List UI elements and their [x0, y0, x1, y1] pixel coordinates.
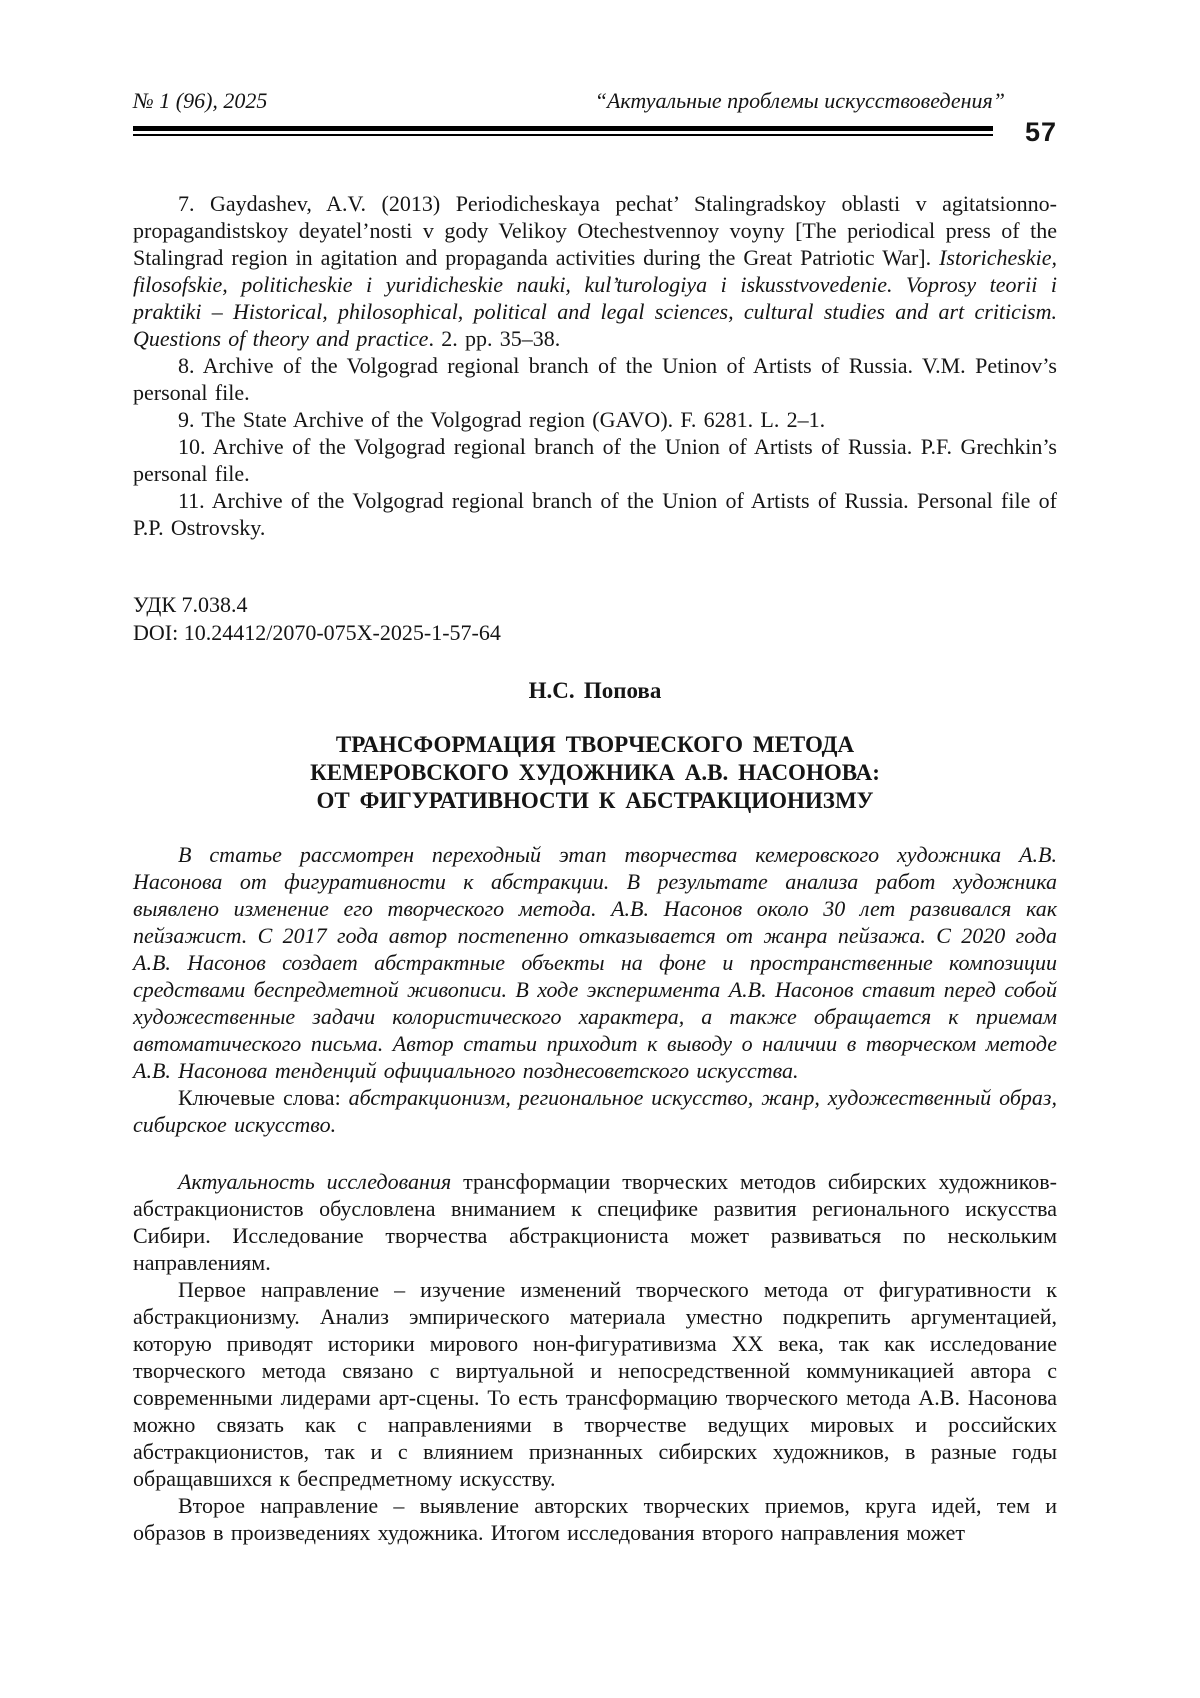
divider-thick-line: [133, 126, 993, 131]
article-title: [133, 731, 1057, 815]
text-run: В статье рассмотрен переходный этап творчества кемеровского художника А.В. Насонова от фигуративности к абстракции. В результате анализа работ художника выявлено изменение его творческого метода. А.В. Насонов около 30 лет развивался как пейзажист. С 2017 года автор постепенно отказывается от жанра пейзажа. С 2020 года А.В. Насонов создает абстрактные объекты на фоне и пространственные композиции средствами беспредметной живописи. В ходе эксперимента А.В. Насонов ставит перед собой художественные задачи колористического характера, а также обращается к приемам автоматического письма. Автор статьи приходит к выводу о наличии в творческом методе А.В. Насонова тенденций официального позднесоветского искусства.: [133, 842, 1057, 1083]
doi-line: DOI: 10.24412/2070-075X-2025-1-57-64: [133, 620, 501, 645]
body-paragraph: [133, 1276, 1057, 1492]
article-title-line: КЕМЕРОВСКОГО ХУДОЖНИКА А.В. НАСОНОВА:: [310, 760, 880, 785]
page-header: [133, 88, 1057, 114]
text-run: 8. Archive of the Volgograd regional branch of the Union of Artists of Russia. V.M. Petinov’s personal file.: [133, 353, 1057, 405]
text-run: трансформации творческих методов сибирских художников-абстракционистов обусловлена вниманием к специфике развития регионального искусства Сибири. Исследование творчества абстракциониста может развиваться по нескольким направлениям.: [133, 1169, 1057, 1275]
header-rule-row: [133, 117, 1057, 147]
text-run: 7. Gaydashev, A.V. (2013) Periodicheskaya pechat’ Stalingradskoy oblasti v agitatsionno-propagandistskoy deyatel’nosti v gody Velikoy Otechestvennoy voyny [The periodical press of the Stalingrad region in agitation and propaganda activities during the Great Patriotic War].: [133, 191, 1057, 270]
reference-list: [133, 190, 1057, 541]
article-title-line: ТРАНСФОРМАЦИЯ ТВОРЧЕСКОГО МЕТОДА: [335, 732, 855, 757]
journal-title: “Актуальные проблемы искусствоведения”: [594, 88, 1005, 113]
reference-item: [133, 190, 1057, 352]
text-run: 11. Archive of the Volgograd regional branch of the Union of Artists of Russia. Personal file of P.P. Ostrovsky.: [133, 488, 1057, 540]
text-run: Ключевые слова:: [178, 1085, 349, 1110]
text-run: . 2. pp. 35–38.: [428, 326, 561, 351]
text-run: Актуальность исследования: [178, 1169, 464, 1194]
text-run: Istoricheskie, filosofskie, politicheskie i yuridicheskie nauki, kul’turologiya i iskusstvovedenie. Voprosy teorii i praktiki – Historical, philosophical, political and legal sciences, cultural studies and art criticism. Questions of theory and practice: [133, 245, 1057, 351]
article-title-line: ОТ ФИГУРАТИВНОСТИ К АБСТРАКЦИОНИЗМУ: [316, 788, 874, 813]
page-content: [133, 0, 1057, 1546]
keywords-line: [133, 1084, 1057, 1138]
udk-line: УДК 7.038.4: [133, 592, 248, 617]
reference-item: [133, 406, 1057, 433]
body-paragraph: [133, 1492, 1057, 1546]
text-run: абстракционизм, региональное искусство, жанр, художественный образ, сибирское искусство.: [133, 1085, 1057, 1137]
abstract-text: [133, 841, 1057, 1084]
abstract-section: [133, 841, 1057, 1138]
article-meta: [133, 591, 1057, 647]
issue-number: № 1 (96), 2025: [133, 88, 268, 113]
divider-thin-line: [133, 134, 993, 136]
text-run: Второе направление – выявление авторских творческих приемов, круга идей, тем и образов в произведениях художника. Итогом исследования второго направления может: [133, 1493, 1057, 1545]
body-paragraph: [133, 1168, 1057, 1276]
page-number: 57: [1024, 117, 1057, 147]
author-name: Н.С. Попова: [528, 678, 662, 703]
text-run: 10. Archive of the Volgograd regional branch of the Union of Artists of Russia. P.F. Grechkin’s personal file.: [133, 434, 1057, 486]
reference-item: [133, 433, 1057, 487]
reference-item: [133, 487, 1057, 541]
text-run: Первое направление – изучение изменений творческого метода от фигуративности к абстракционизму. Анализ эмпирического материала уместно подкрепить аргументацией, которую приводят историки мирового нон-фигуративизма XX века, так как исследование творческого метода связано с виртуальной и непосредственной коммуникацией автора с современными лидерами арт-сцены. То есть трансформацию творческого метода А.В. Насонова можно связать как с направлениями в творчестве ведущих мировых и российских абстракционистов, так и с влиянием признанных сибирских художников, в разные годы обращавшихся к беспредметному искусству.: [133, 1277, 1057, 1491]
article-body: [133, 1168, 1057, 1546]
text-run: 9. The State Archive of the Volgograd region (GAVO). F. 6281. L. 2–1.: [178, 407, 826, 432]
reference-item: [133, 352, 1057, 406]
header-divider: [133, 126, 993, 136]
